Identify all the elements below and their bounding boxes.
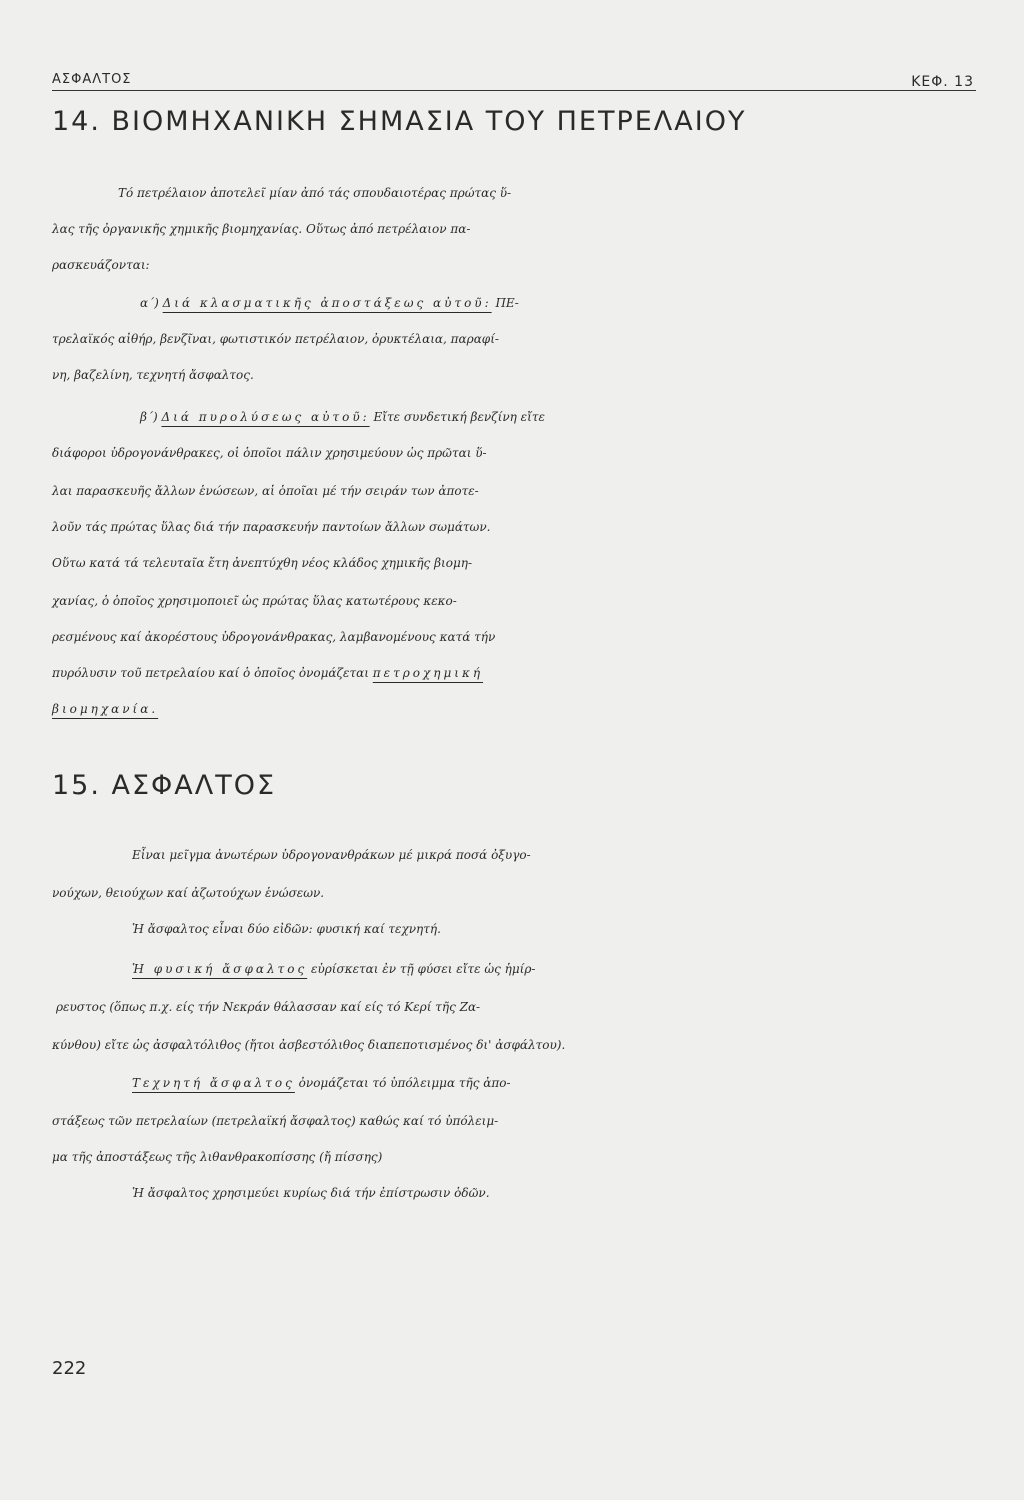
paragraph-line: Τό πετρέλαιον ἀποτελεῖ μίαν ἀπό τάς σπουδαιοτέρας πρώτας ὕ-: [118, 186, 512, 200]
paragraph-line: Ἡ ἄσφαλτος εἶναι δύο εἰδῶν: φυσική καί τεχνητή.: [132, 922, 441, 936]
paragraph-line: στάξεως τῶν πετρελαίων (πετρελαϊκή ἄσφαλτος) καθώς καί τό ὑπόλειμ-: [52, 1114, 499, 1128]
paragraph-line: [132, 1076, 1024, 1090]
paragraph-line: νούχων, θειούχων καί ἀζωτούχων ἑνώσεων.: [52, 886, 325, 900]
paragraph-text: εὑρίσκεται ἐν τῇ φύσει εἴτε ὡς ἡμίρ-: [311, 962, 536, 976]
paragraph-line: νη, βαζελίνη, τεχνητή ἄσφαλτος.: [52, 368, 254, 382]
section-15-title: 15. ΑΣΦΑΛΤΟΣ: [52, 770, 277, 801]
paragraph-line: λαι παρασκευῆς ἄλλων ἑνώσεων, αἱ ὁποῖαι μέ τήν σειράν των ἀποτε-: [52, 484, 479, 498]
artificial-asphalt-term: Τεχνητή ἄσφαλτος: [132, 1076, 295, 1090]
paragraph-line: ρευστος (ὅπως π.χ. είς τήν Νεκράν θάλασσαν καί είς τό Κερί τῆς Ζα-: [56, 1000, 481, 1014]
page-number: 222: [52, 1358, 87, 1379]
paragraph-line: χανίας, ὁ ὁποῖος χρησιμοποιεῖ ὡς πρώτας ὕλας κατωτέρους κεκο-: [52, 594, 457, 608]
paragraph-line: ρασκευάζονται:: [52, 258, 150, 272]
paragraph-line: Εἶναι μεῖγμα ἀνωτέρων ὑδρογονανθράκων μέ μικρά ποσά ὀξυγο-: [132, 848, 531, 862]
item-a-line: [140, 296, 1024, 310]
paragraph-line: [52, 666, 982, 680]
paragraph-line: τρελαϊκός αἰθήρ, βενζῖναι, φωτιστικόν πετρέλαιον, ὀρυκτέλαια, παραφί-: [52, 332, 499, 346]
paragraph-line: Ἡ ἄσφαλτος χρησιμεύει κυρίως διά τήν ἐπίστρωσιν ὁδῶν.: [132, 1186, 490, 1200]
section-14-title: 14. ΒΙΟΜΗΧΑΝΙΚΗ ΣΗΜΑΣΙΑ ΤΟΥ ΠΕΤΡΕΛΑΙΟΥ: [52, 106, 747, 137]
paragraph-line: κύνθου) εἴτε ὡς ἀσφαλτόλιθος (ἤτοι ἀσβεστόλιθος διαπεποτισμένος δι' ἀσφάλτου).: [52, 1038, 566, 1052]
paragraph-line: Οὕτω κατά τά τελευταῖα ἔτη ἀνεπτύχθη νέος κλάδος χημικῆς βιομη-: [52, 556, 473, 570]
paragraph-line: λας τῆς ὀργανικῆς χημικῆς βιομηχανίας. Οὕτως ἀπό πετρέλαιον πα-: [52, 222, 471, 236]
paragraph-line: ρεσμένους καί ἀκορέστους ὑδρογονάνθρακας, λαμβανομένους κατά τήν: [52, 630, 496, 644]
running-header-title: ΑΣΦΑΛΤΟΣ: [52, 72, 132, 87]
item-a-text: ΠΕ-: [495, 296, 519, 310]
item-b-heading: Διά πυρολύσεως αὐτοῦ:: [161, 410, 370, 424]
paragraph-line: διάφοροι ὑδρογονάνθρακες, οἱ ὁποῖοι πάλιν χρησιμεύουν ὡς πρῶται ὕ-: [52, 446, 487, 460]
item-a-heading: Διά κλασματικῆς ἀποστάξεως αὐτοῦ:: [162, 296, 492, 310]
item-b-text: Εἴτε συνδετική βενζίνη εἴτε: [373, 410, 545, 424]
chapter-label: ΚΕΦ. 13: [911, 74, 974, 90]
petrochemical-term-end: βιομηχανία.: [52, 702, 159, 716]
paragraph-line: μα τῆς ἀποστάξεως τῆς λιθανθρακοπίσσης (ἤ πίσσης): [52, 1150, 383, 1164]
petrochemical-term: πετροχημική: [372, 666, 484, 680]
paragraph-line: [52, 702, 982, 716]
item-b-label: β΄): [140, 410, 158, 424]
paragraph-line: λοῦν τάς πρώτας ὕλας διά τήν παρασκευήν παντοίων ἄλλων σωμάτων.: [52, 520, 491, 534]
paragraph-line: [132, 962, 1024, 976]
paragraph-text: πυρόλυσιν τοῦ πετρελαίου καί ὁ ὁποῖος ὀνομάζεται: [52, 666, 369, 680]
natural-asphalt-term: Ἡ φυσική ἄσφαλτος: [132, 962, 308, 976]
running-header: [52, 68, 976, 91]
paragraph-text: ὀνομάζεται τό ὑπόλειμμα τῆς ἀπο-: [298, 1076, 511, 1090]
item-b-line: [140, 410, 1024, 424]
item-a-label: α΄): [140, 296, 159, 310]
